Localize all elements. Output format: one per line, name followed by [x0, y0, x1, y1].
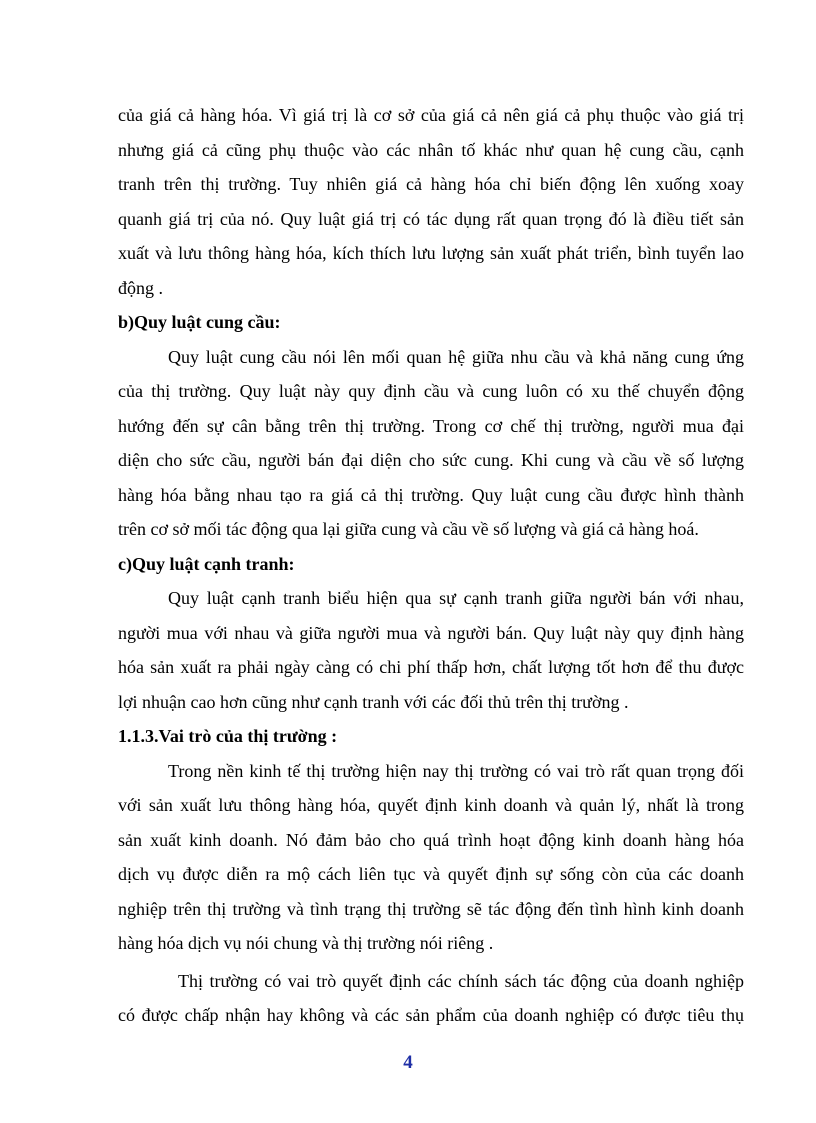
text-line: dịch vụ được diễn ra mộ cách liên tục và quyết định sự sống còn của các doanh [118, 864, 744, 884]
paragraph-supply-demand [118, 340, 744, 547]
text-line: hóa sản xuất ra phải ngày càng có chi phí thấp hơn, chất lượng tốt hơn để thu được [118, 657, 744, 677]
text-line: trên cơ sở mối tác động qua lại giữa cung và cầu về số lượng và giá cả hàng hoá. [118, 519, 699, 539]
text-line: hướng đến sự cân bằng trên thị trường. Trong cơ chế thị trường, người mua đại [118, 415, 744, 436]
section-heading-competition: c)Quy luật cạnh tranh: [118, 553, 295, 574]
text-line: của thị trường. Quy luật này quy định cầu và cung luôn có xu thế chuyển động [118, 381, 744, 401]
text-line: xuất và lưu thông hàng hóa, kích thích lưu lượng sản xuất phát triển, bình tuyển lao [118, 243, 744, 263]
page-number: 4 [403, 1052, 413, 1073]
text-line: hàng hóa dịch vụ nói chung và thị trường nói riêng . [118, 933, 494, 953]
text-line: Trong nền kinh tế thị trường hiện nay thị trường có vai trò rất quan trọng đối [168, 760, 744, 781]
document-body [118, 98, 744, 1033]
text-line: Quy luật cung cầu nói lên mối quan hệ giữa nhu cầu và khả năng cung ứng [168, 346, 744, 367]
paragraph-market-role [118, 754, 744, 961]
text-line: hàng hóa bằng nhau tạo ra giá cả thị trường. Quy luật cung cầu được hình thành [118, 484, 744, 505]
text-line: động . [118, 277, 163, 298]
text-line: sản xuất kinh doanh. Nó đảm bảo cho quá trình hoạt động kinh doanh hàng hóa [118, 829, 744, 850]
text-line: với sản xuất lưu thông hàng hóa, quyết định kinh doanh và quản lý, nhất là trong [118, 795, 744, 815]
text-line: người mua với nhau và giữa người mua và người bán. Quy luật này quy định hàng [118, 622, 744, 643]
text-line: của giá cả hàng hóa. Vì giá trị là cơ sở của giá cả nên giá cả phụ thuộc vào giá trị [118, 105, 744, 125]
section-heading-supply-demand: b)Quy luật cung cầu: [118, 312, 281, 332]
text-line: tranh trên thị trường. Tuy nhiên giá cả hàng hóa chỉ biến động lên xuống xoay [118, 174, 744, 194]
text-line: Thị trường có vai trò quyết định các chính sách tác động của doanh nghiệp [178, 970, 744, 991]
text-line: diện cho sức cầu, người bán đại diện cho sức cung. Khi cung và cầu về số lượng [118, 450, 744, 470]
text-line: nhưng giá cả cũng phụ thuộc vào các nhân tố khác như quan hệ cung cầu, cạnh [118, 139, 744, 160]
text-line: quanh giá trị của nó. Quy luật giá trị có tác dụng rất quan trọng đó là điều tiết sản [118, 208, 744, 229]
text-line: lợi nhuận cao hơn cũng như cạnh tranh với các đối thủ trên thị trường . [118, 691, 629, 712]
section-heading-market-role: 1.1.3.Vai trò của thị trường : [118, 726, 338, 746]
text-line: nghiệp trên thị trường và tình trạng thị trường sẽ tác động đến tình hình kinh doanh [118, 898, 744, 919]
paragraph-market-policy [118, 964, 744, 1033]
text-line: có được chấp nhận hay không và các sản phẩm của doanh nghiệp có được tiêu thụ [118, 1005, 744, 1025]
paragraph-price-value [118, 98, 744, 305]
text-line: Quy luật cạnh tranh biểu hiện qua sự cạnh tranh giữa người bán với nhau, [168, 588, 744, 608]
paragraph-competition [118, 581, 744, 719]
